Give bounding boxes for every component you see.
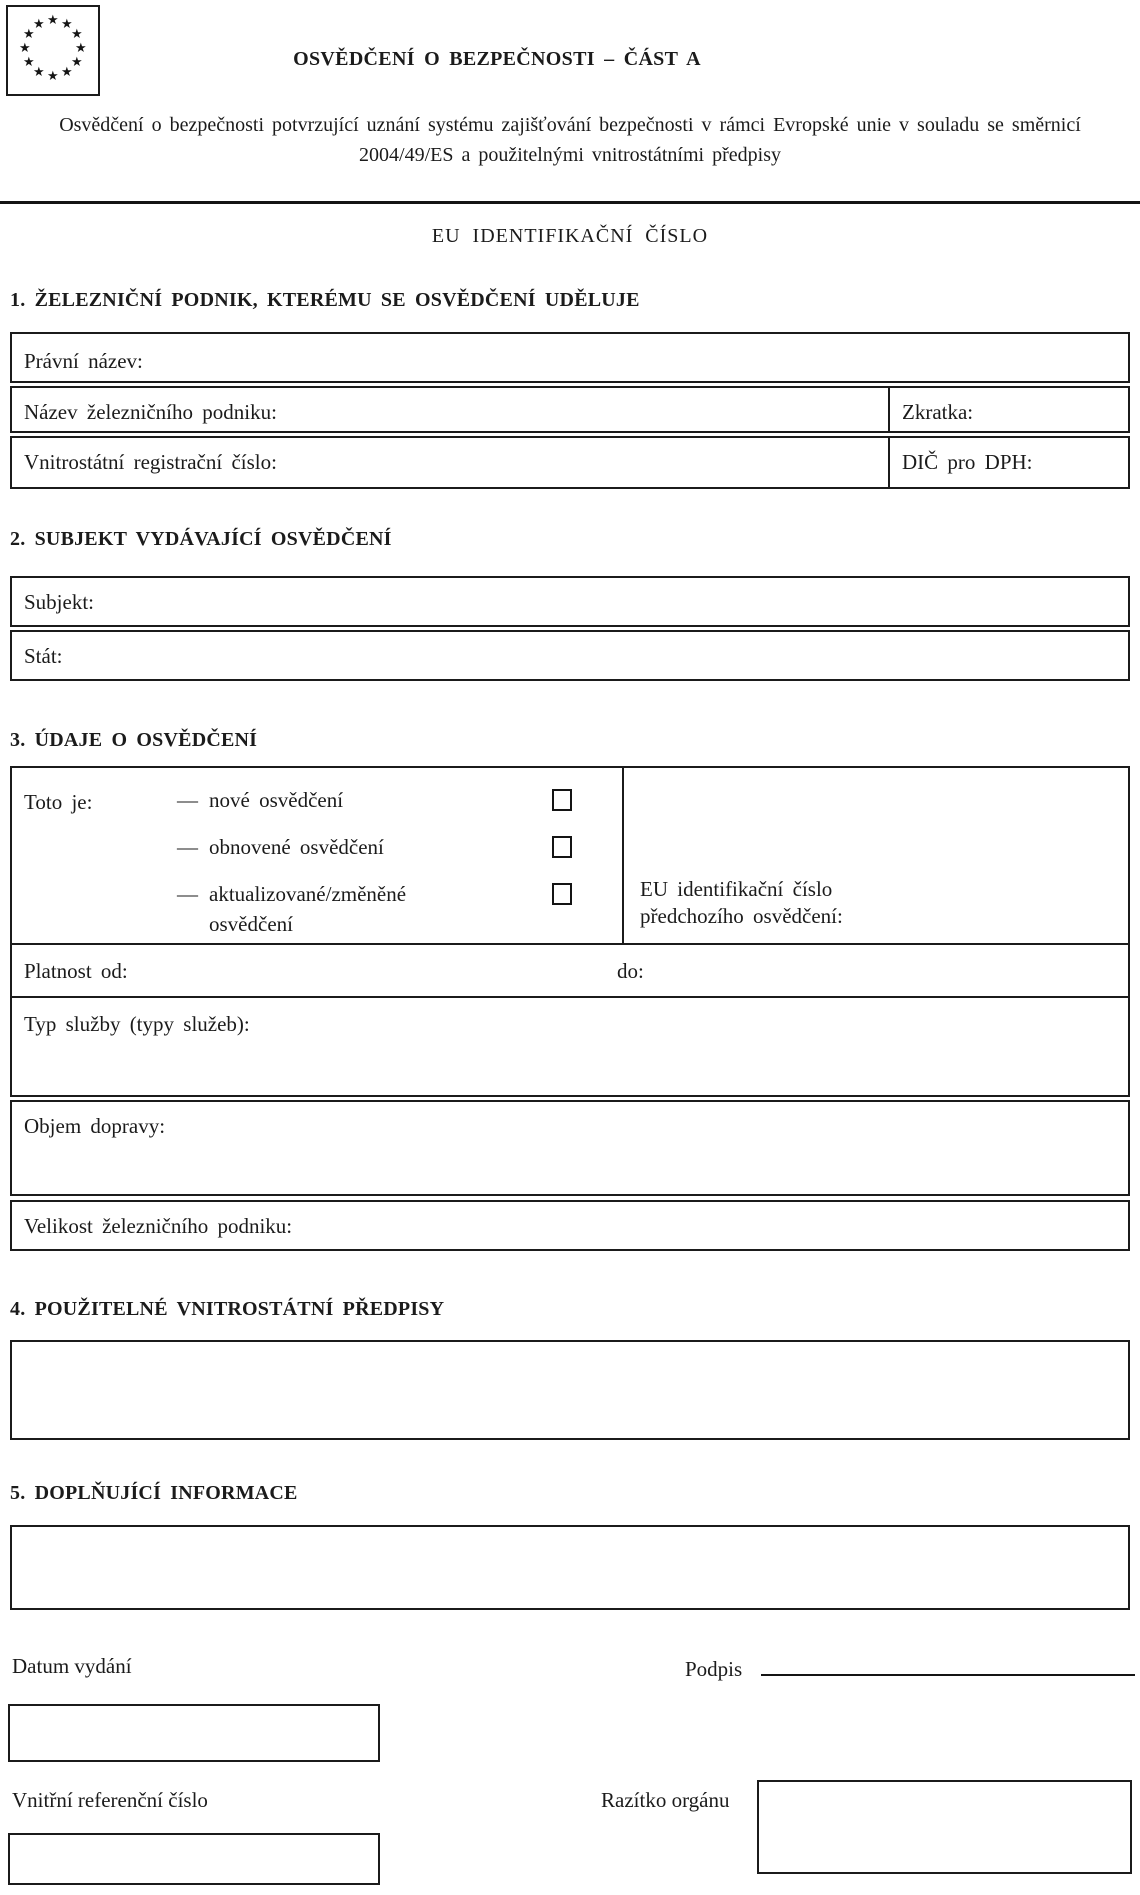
section-5-heading: 5. DOPLŇUJÍCÍ INFORMACE: [10, 1482, 298, 1504]
star-icon: ★: [33, 16, 45, 31]
option-new-certificate: [177, 788, 572, 813]
reference-stamp-row: [10, 1762, 1130, 1890]
previous-eu-id-label-line-1: EU identifikační číslo: [640, 877, 833, 901]
document-subtitle: [0, 110, 1140, 170]
signature-group: [685, 1654, 1135, 1682]
vat-label: DIČ pro DPH:: [902, 450, 1033, 474]
additional-information-field[interactable]: [10, 1525, 1130, 1610]
issue-date-label: Datum vydání: [12, 1654, 132, 1678]
star-icon: ★: [33, 64, 45, 79]
dash: —: [177, 788, 198, 812]
section-1-heading: 1. ŽELEZNIČNÍ PODNIK, KTERÉMU SE OSVĚDČENÍ UDĚLUJE: [10, 289, 640, 311]
star-icon: ★: [19, 40, 31, 55]
national-registration-field[interactable]: [12, 438, 890, 487]
header-divider: [0, 201, 1140, 204]
certificate-type-row: [12, 768, 1128, 943]
state-label: Stát:: [24, 644, 63, 668]
this-is-label: Toto je:: [24, 790, 93, 814]
section-1-table: [10, 332, 1130, 489]
company-size-label: Velikost železničního podniku:: [24, 1214, 293, 1238]
certificate-type-options: [177, 788, 572, 937]
subject-label: Subjekt:: [24, 590, 95, 614]
date-signature-row: [10, 1654, 1130, 1684]
page-title: OSVĚDČENÍ O BEZPEČNOSTI – ČÁST A: [293, 48, 701, 70]
previous-eu-id-label-line-2: předchozího osvědčení:: [640, 904, 843, 928]
section-2-table: [10, 576, 1130, 681]
checkbox-renewed-certificate[interactable]: [552, 836, 572, 858]
service-type-field[interactable]: [12, 996, 1128, 1095]
section-4-heading: 4. POUŽITELNÉ VNITROSTÁTNÍ PŘEDPISY: [10, 1298, 445, 1320]
star-icon: ★: [71, 54, 83, 69]
section-3-heading: 3. ÚDAJE O OSVĚDČENÍ: [10, 729, 258, 751]
subject-field[interactable]: [10, 576, 1130, 627]
company-name-row: [10, 386, 1130, 433]
stamp-label: Razítko orgánu: [601, 1788, 730, 1812]
vat-field[interactable]: [890, 438, 1128, 487]
traffic-volume-field[interactable]: [10, 1100, 1130, 1196]
national-rules-field[interactable]: [10, 1340, 1130, 1440]
stamp-box[interactable]: [757, 1780, 1132, 1874]
signature-line[interactable]: [761, 1654, 1135, 1676]
document-header: [10, 5, 1130, 97]
option-updated-certificate: [177, 882, 572, 937]
dash: —: [177, 835, 198, 859]
service-type-label: Typ služby (typy služeb):: [24, 1012, 250, 1036]
section-2-heading: 2. SUBJEKT VYDÁVAJÍCÍ OSVĚDČENÍ: [10, 528, 392, 550]
safety-certificate-page: [0, 5, 1140, 1895]
option-label-line-1: aktualizované/změněné: [209, 882, 407, 906]
section-3-table: [10, 766, 1130, 1097]
validity-row[interactable]: [12, 943, 1128, 996]
star-icon: ★: [47, 12, 59, 27]
company-name-field[interactable]: [12, 388, 890, 431]
company-name-label: Název železničního podniku:: [24, 400, 277, 424]
subtitle-line-2: 2004/49/ES a použitelnými vnitrostátními předpisy: [359, 144, 781, 166]
star-icon: ★: [23, 26, 35, 41]
eu-flag-icon: [6, 5, 100, 96]
subtitle-line-1: Osvědčení o bezpečnosti potvrzující uznání systému zajišťování bezpečnosti v rámci Evropské unie v souladu se směrnicí: [59, 114, 1081, 136]
signature-label: Podpis: [685, 1657, 743, 1681]
star-icon: ★: [47, 68, 59, 83]
star-icon: ★: [61, 64, 73, 79]
national-registration-label: Vnitrostátní registrační číslo:: [24, 450, 277, 474]
star-icon: ★: [75, 40, 87, 55]
option-label: nové osvědčení: [209, 788, 344, 812]
legal-name-label: Právní název:: [24, 349, 143, 373]
checkbox-new-certificate[interactable]: [552, 789, 572, 811]
valid-to-label: do:: [617, 959, 644, 983]
acronym-field[interactable]: [890, 388, 1128, 431]
registration-row: [10, 436, 1130, 489]
option-label-line-2: osvědčení: [209, 912, 293, 936]
issue-date-field[interactable]: [8, 1704, 380, 1762]
dash: —: [177, 882, 198, 906]
company-size-field[interactable]: [10, 1200, 1130, 1251]
traffic-volume-label: Objem dopravy:: [24, 1114, 166, 1138]
internal-reference-label: Vnitřní referenční číslo: [12, 1788, 208, 1812]
option-label: [209, 882, 552, 937]
state-field[interactable]: [10, 630, 1130, 681]
certificate-type-cell: [12, 768, 624, 943]
checkbox-updated-certificate[interactable]: [552, 883, 572, 905]
option-renewed-certificate: [177, 835, 572, 860]
star-icon: ★: [61, 16, 73, 31]
internal-reference-field[interactable]: [8, 1833, 380, 1885]
option-label: obnovené osvědčení: [209, 835, 384, 859]
acronym-label: Zkratka:: [902, 400, 974, 424]
legal-name-field[interactable]: [10, 332, 1130, 383]
star-icon: ★: [71, 26, 83, 41]
eu-identification-number-label: EU IDENTIFIKAČNÍ ČÍSLO: [431, 225, 709, 247]
star-icon: ★: [23, 54, 35, 69]
valid-from-label: Platnost od:: [24, 959, 128, 983]
previous-eu-id-field[interactable]: [624, 768, 1128, 943]
